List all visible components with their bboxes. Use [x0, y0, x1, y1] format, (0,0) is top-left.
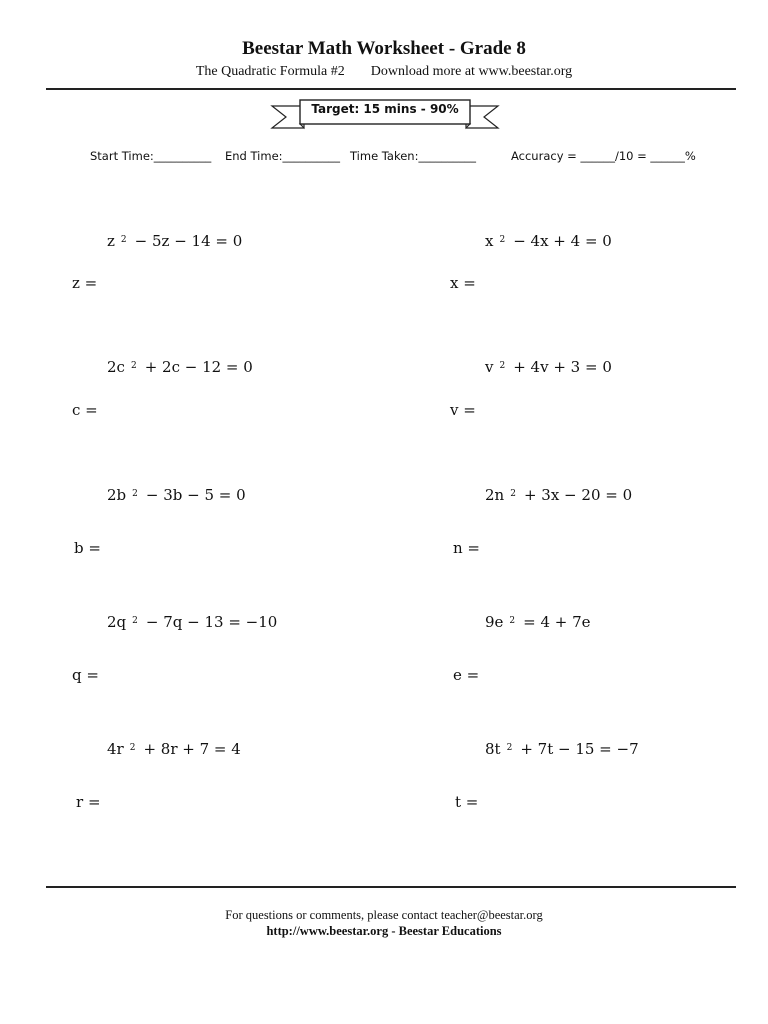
target-label: Target: 15 mins - 90% — [311, 102, 459, 116]
timing-row — [90, 149, 730, 167]
problem-equation: 4r $^2$ + 8r + 7 = 4 — [107, 740, 241, 758]
problem-equation: v $^2$ + 4v + 3 = 0 — [485, 358, 612, 376]
problem-equation: 2b $^2$ − 3b − 5 = 0 — [107, 486, 246, 504]
answer-label: n = — [453, 539, 480, 557]
subtitle-topic: The Quadratic Formula #2 — [195, 64, 345, 79]
footer-divider — [46, 886, 736, 888]
worksheet-subtitle — [0, 64, 768, 80]
target-banner — [270, 98, 500, 132]
accuracy-field: Accuracy = ______/10 = ______% — [511, 149, 696, 163]
problem-equation: 2q $^2$ − 7q − 13 = −10 — [107, 613, 278, 631]
answer-label: e = — [453, 666, 480, 684]
answer-label: z = — [72, 274, 98, 292]
answer-label: r = — [76, 793, 101, 811]
problem-equation: 9e $^2$ = 4 + 7e — [485, 613, 591, 631]
problem-equation: 2c $^2$ + 2c − 12 = 0 — [107, 358, 253, 376]
answer-label: t = — [455, 793, 479, 811]
problem-equation: x $^2$ − 4x + 4 = 0 — [485, 232, 612, 250]
time-taken-field: Time Taken:__________ — [350, 149, 476, 163]
worksheet-title: Beestar Math Worksheet - Grade 8 — [242, 38, 526, 59]
problem-equation: 2n $^2$ + 3x − 20 = 0 — [485, 486, 633, 504]
problem-equation: z $^2$ − 5z − 14 = 0 — [107, 232, 243, 250]
header-divider — [46, 88, 736, 90]
answer-label: v = — [450, 401, 476, 419]
footer-contact: For questions or comments, please contact teacher@beestar.org — [225, 908, 543, 922]
start-time-field: Start Time:__________ — [90, 149, 212, 163]
answer-label: x = — [450, 274, 476, 292]
subtitle-download: Download more at www.beestar.org — [370, 64, 573, 79]
problem-equation: 8t $^2$ + 7t − 15 = −7 — [485, 740, 639, 758]
end-time-field: End Time:__________ — [225, 149, 341, 163]
answer-label: c = — [72, 401, 98, 419]
answer-label: b = — [74, 539, 101, 557]
answer-label: q = — [72, 666, 99, 684]
footer-site-link[interactable]: http://www.beestar.org - Beestar Educations — [266, 924, 502, 938]
